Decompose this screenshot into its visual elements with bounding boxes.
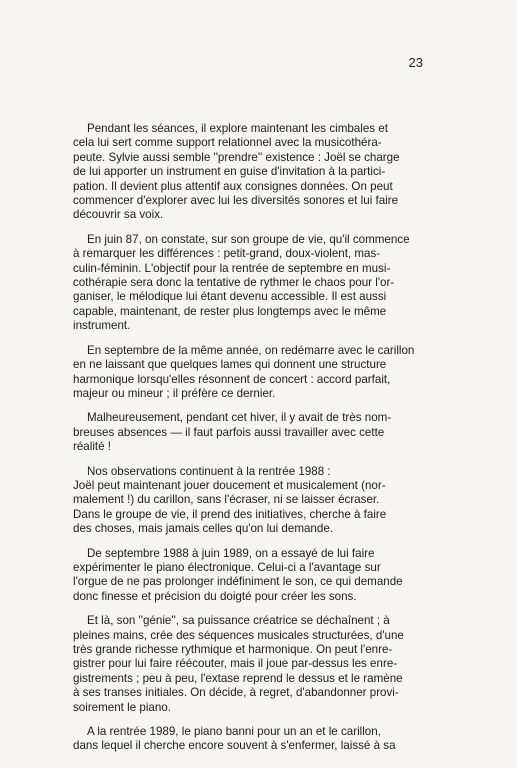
text-line: expérimenter le piano électronique. Celui-ci a l'avantage sur xyxy=(73,560,381,574)
text-line: l'orgue de ne pas prolonger indéfiniment le son, ce qui demande xyxy=(73,575,403,589)
text-line: de lui apporter un instrument en guise d'invitation à la partici- xyxy=(73,165,386,179)
text-line: à remarquer les différences : petit-grand, doux-violent, mas- xyxy=(73,247,381,261)
text-line: cothérapie sera donc la tentative de rythmer le chaos pour l'or- xyxy=(73,276,395,290)
text-line: De septembre 1988 à juin 1989, on a essayé de lui faire xyxy=(87,546,375,560)
text-line: En juin 87, on constate, sur son groupe de vie, qu'il commence xyxy=(87,232,410,246)
text-line: pleines mains, crée des séquences musicales structurées, d'une xyxy=(73,628,404,642)
text-line: culin-féminin. L'objectif pour la rentrée de septembre en musi- xyxy=(73,261,391,275)
paragraph xyxy=(73,547,413,605)
text-line: Joël peut maintenant jouer doucement et musicalement (nor- xyxy=(73,478,386,492)
text-line: Malheureusement, pendant cet hiver, il y avait de très nom- xyxy=(87,411,392,425)
text-line: pation. Il devient plus attentif aux consignes données. On peut xyxy=(73,179,393,193)
paragraph xyxy=(73,725,413,754)
text-line: Dans le groupe de vie, il prend des initiatives, cherche à faire xyxy=(73,507,387,521)
text-line: instrument. xyxy=(73,319,131,333)
paragraph xyxy=(73,411,413,454)
text-line: gistrements ; peu à peu, l'extase reprend le dessus et le ramène xyxy=(73,671,403,685)
text-line: commencer d'explorer avec lui les diversités sonores et lui faire xyxy=(73,194,399,208)
text-line: très grande richesse rythmique et harmonique. On peut l'enre- xyxy=(73,643,393,656)
text-line: Pendant les séances, il explore maintenant les cimbales et xyxy=(87,122,388,135)
text-line: soirement le piano. xyxy=(73,700,171,714)
text-line: Et là, son ''génie'', sa puissance créatrice se déchaînent ; à xyxy=(87,614,390,628)
text-line: capable, maintenant, de rester plus longtemps avec le même xyxy=(73,304,387,318)
text-line: En septembre de la même année, on redémarre avec le carillon xyxy=(87,343,415,357)
text-line: cela lui sert comme support relationnel avec la musicothéra- xyxy=(73,136,382,150)
text-line: en ne laissant que quelques lames qui donnent une structure xyxy=(73,358,387,372)
paragraph xyxy=(73,465,413,537)
text-line: à ses transes initiales. On décide, à regret, d'abandonner provi- xyxy=(73,686,399,700)
text-line: peute. Sylvie aussi semble ''prendre'' existence : Joël se charge xyxy=(73,150,400,164)
text-line: harmonique lorsqu'elles résonnent de concert : accord parfait, xyxy=(73,372,391,386)
text-line: des choses, mais jamais celles qu'on lui demande. xyxy=(73,522,333,536)
text-line: découvrir sa voix. xyxy=(73,208,164,222)
text-line: malement !) du carillon, sans l'écraser, ni se laisser écraser. xyxy=(73,493,380,507)
paragraph xyxy=(73,233,413,334)
body-text xyxy=(73,122,413,764)
text-line: majeur ou mineur ; il préfère ce dernier. xyxy=(73,386,276,400)
text-line: donc finesse et précision du doigté pour créer les sons. xyxy=(73,589,357,603)
text-line: breuses absences — il faut parfois aussi travailler avec cette xyxy=(73,425,385,439)
paragraph xyxy=(73,614,413,715)
text-line: A la rentrée 1989, le piano banni pour un an et le carillon, xyxy=(87,725,381,739)
page-number: 23 xyxy=(408,55,423,70)
paragraph xyxy=(73,122,413,223)
text-line: Nos observations continuent à la rentrée 1988 : xyxy=(87,464,331,478)
text-line: ganiser, le mélodique lui étant devenu accessible. Il est aussi xyxy=(73,290,387,304)
text-line: dans lequel il cherche encore souvent à s'enfermer, laissé à sa xyxy=(73,739,396,753)
paragraph xyxy=(73,344,413,402)
text-line: réalité ! xyxy=(73,440,112,454)
text-line: gistrer pour lui faire réécouter, mais il joue par-dessus les enre- xyxy=(73,657,398,671)
